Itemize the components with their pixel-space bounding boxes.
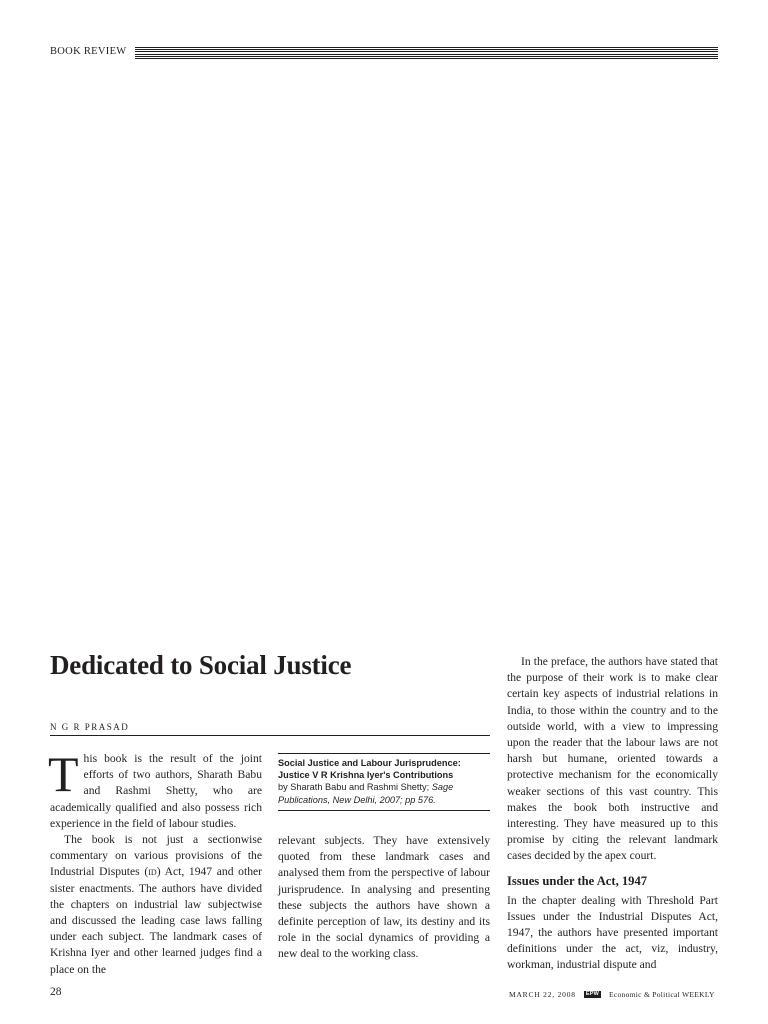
paragraph-2 <box>50 832 262 978</box>
paragraph-3: relevant subjects. They have extensively quoted from these landmark cases and analysed them from the perspective of labour jurisprudence. In analysing and presenting these subjects the authors have shown a definite perception of law, its destiny and its role in the social dynamics of providing a new deal to the working class. <box>278 834 490 961</box>
header-rules <box>135 47 718 59</box>
drop-cap: T <box>48 746 79 802</box>
column-1 <box>48 746 263 978</box>
paragraph-4: In the preface, the authors have stated that the purpose of their work is to make clear certain key aspects of industrial relations in India, to those within the country and to the outside world, with a view to impressing upon the reader that the labour laws are not harsh but humane, oriented towards a protective mechanism for the economically weaker sections of this vast country. This makes the book both instructive and interesting. They have measured up to this promise by citing the relevant landmark cases decided by the apex court. <box>507 655 718 863</box>
journal-name: Economic & Political WEEKLY <box>608 990 715 999</box>
column-2 <box>278 833 490 963</box>
book-authors: by Sharath Babu and Rashmi Shetty; <box>278 782 430 793</box>
subheading: Issues under the Act, 1947 <box>507 873 648 888</box>
book-title-line-1: Social Justice and Labour Jurisprudence: <box>278 758 461 768</box>
book-info-box <box>278 753 490 811</box>
paragraph-2-text-a: The book is not just a sectionwise commentary on various provisions of the Industrial Disputes ( <box>50 833 262 879</box>
footer-info <box>509 990 715 999</box>
book-publisher: Sage Publications, New Delhi, 2007; pp 576. <box>278 782 454 805</box>
section-label: BOOK REVIEW <box>50 46 127 57</box>
page-number: 28 <box>50 986 62 998</box>
epw-logo: EPW <box>585 991 599 997</box>
article-title: Dedicated to Social Justice <box>50 650 352 680</box>
book-credits <box>278 781 490 805</box>
article-author: N G R PRASAD <box>50 722 130 732</box>
paragraph-5: In the chapter dealing with Threshold Part Issues under the Industrial Disputes Act, 1947, the authors have presented important definitions under the act, viz, industry, workman, industrial dispute and <box>507 893 718 972</box>
paragraph-2-text-b: ) Act, 1947 and other sister enactments. The authors have divided the chapters on industrial law subjectwise and discussed the leading case laws falling under each subject. The landmark cases of Krishna Iyer and other learned judges find a place on the <box>50 865 263 976</box>
author-divider <box>50 735 490 736</box>
paragraph-1-text: his book is the result of the joint efforts of two authors, Sharath Babu and Rashmi Shetty, who are academically qualified and also possess rich experience in the field of labour studies. <box>50 752 262 830</box>
issue-date: MARCH 22, 2008 <box>509 990 576 999</box>
book-title-line-2: Justice V R Krishna Iyer's Contributions <box>278 770 454 781</box>
abbreviation-id: id <box>148 865 157 879</box>
paragraph-1 <box>48 746 262 832</box>
column-3 <box>507 654 718 974</box>
